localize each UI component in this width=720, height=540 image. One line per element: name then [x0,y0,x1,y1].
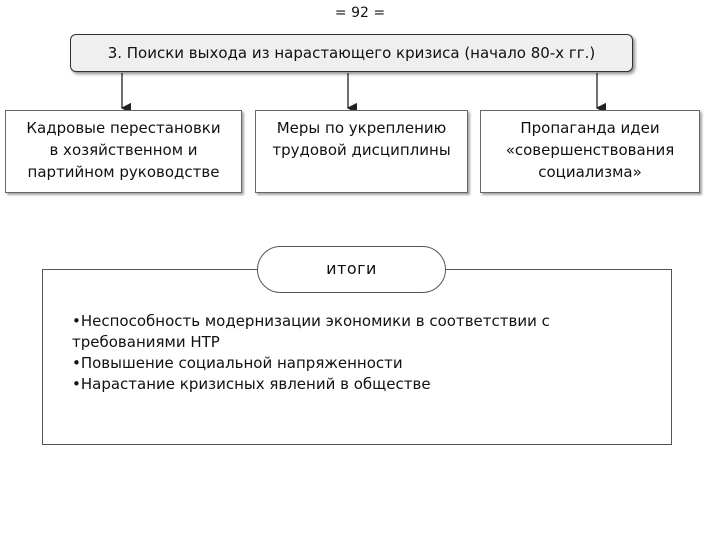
branch-text-line: Кадровые перестановки [26,119,221,137]
page-number: = 92 = [334,5,386,21]
branch-text-line: Меры по укреплению [276,119,447,137]
results-title-pill [257,246,446,293]
branch-text-line: в хозяйственном и [49,141,198,159]
results-title: итоги [326,259,377,278]
results-list [72,311,662,395]
branch-box-discipline [255,110,468,193]
branch-text-line: «совершенствования [505,141,675,159]
branch-text-line: Пропаганда идеи [520,119,660,137]
branch-box-personnel [5,110,242,193]
results-list-item: •Неспособность модернизации экономики в соответствии с [72,312,550,330]
main-topic-label: 3. Поиски выхода из нарастающего кризиса (начало 80-х гг.) [107,44,596,62]
branch-text-line: трудовой дисциплины [272,141,451,159]
results-list-item: •Нарастание кризисных явлений в обществе [72,375,431,393]
results-list-item: •Повышение социальной напряженности [72,354,403,372]
branch-text-line: социализма» [538,163,642,181]
results-list-item: требованиями НТР [72,333,220,351]
branch-box-propaganda [480,110,700,193]
branch-text-line: партийном руководстве [27,163,220,181]
